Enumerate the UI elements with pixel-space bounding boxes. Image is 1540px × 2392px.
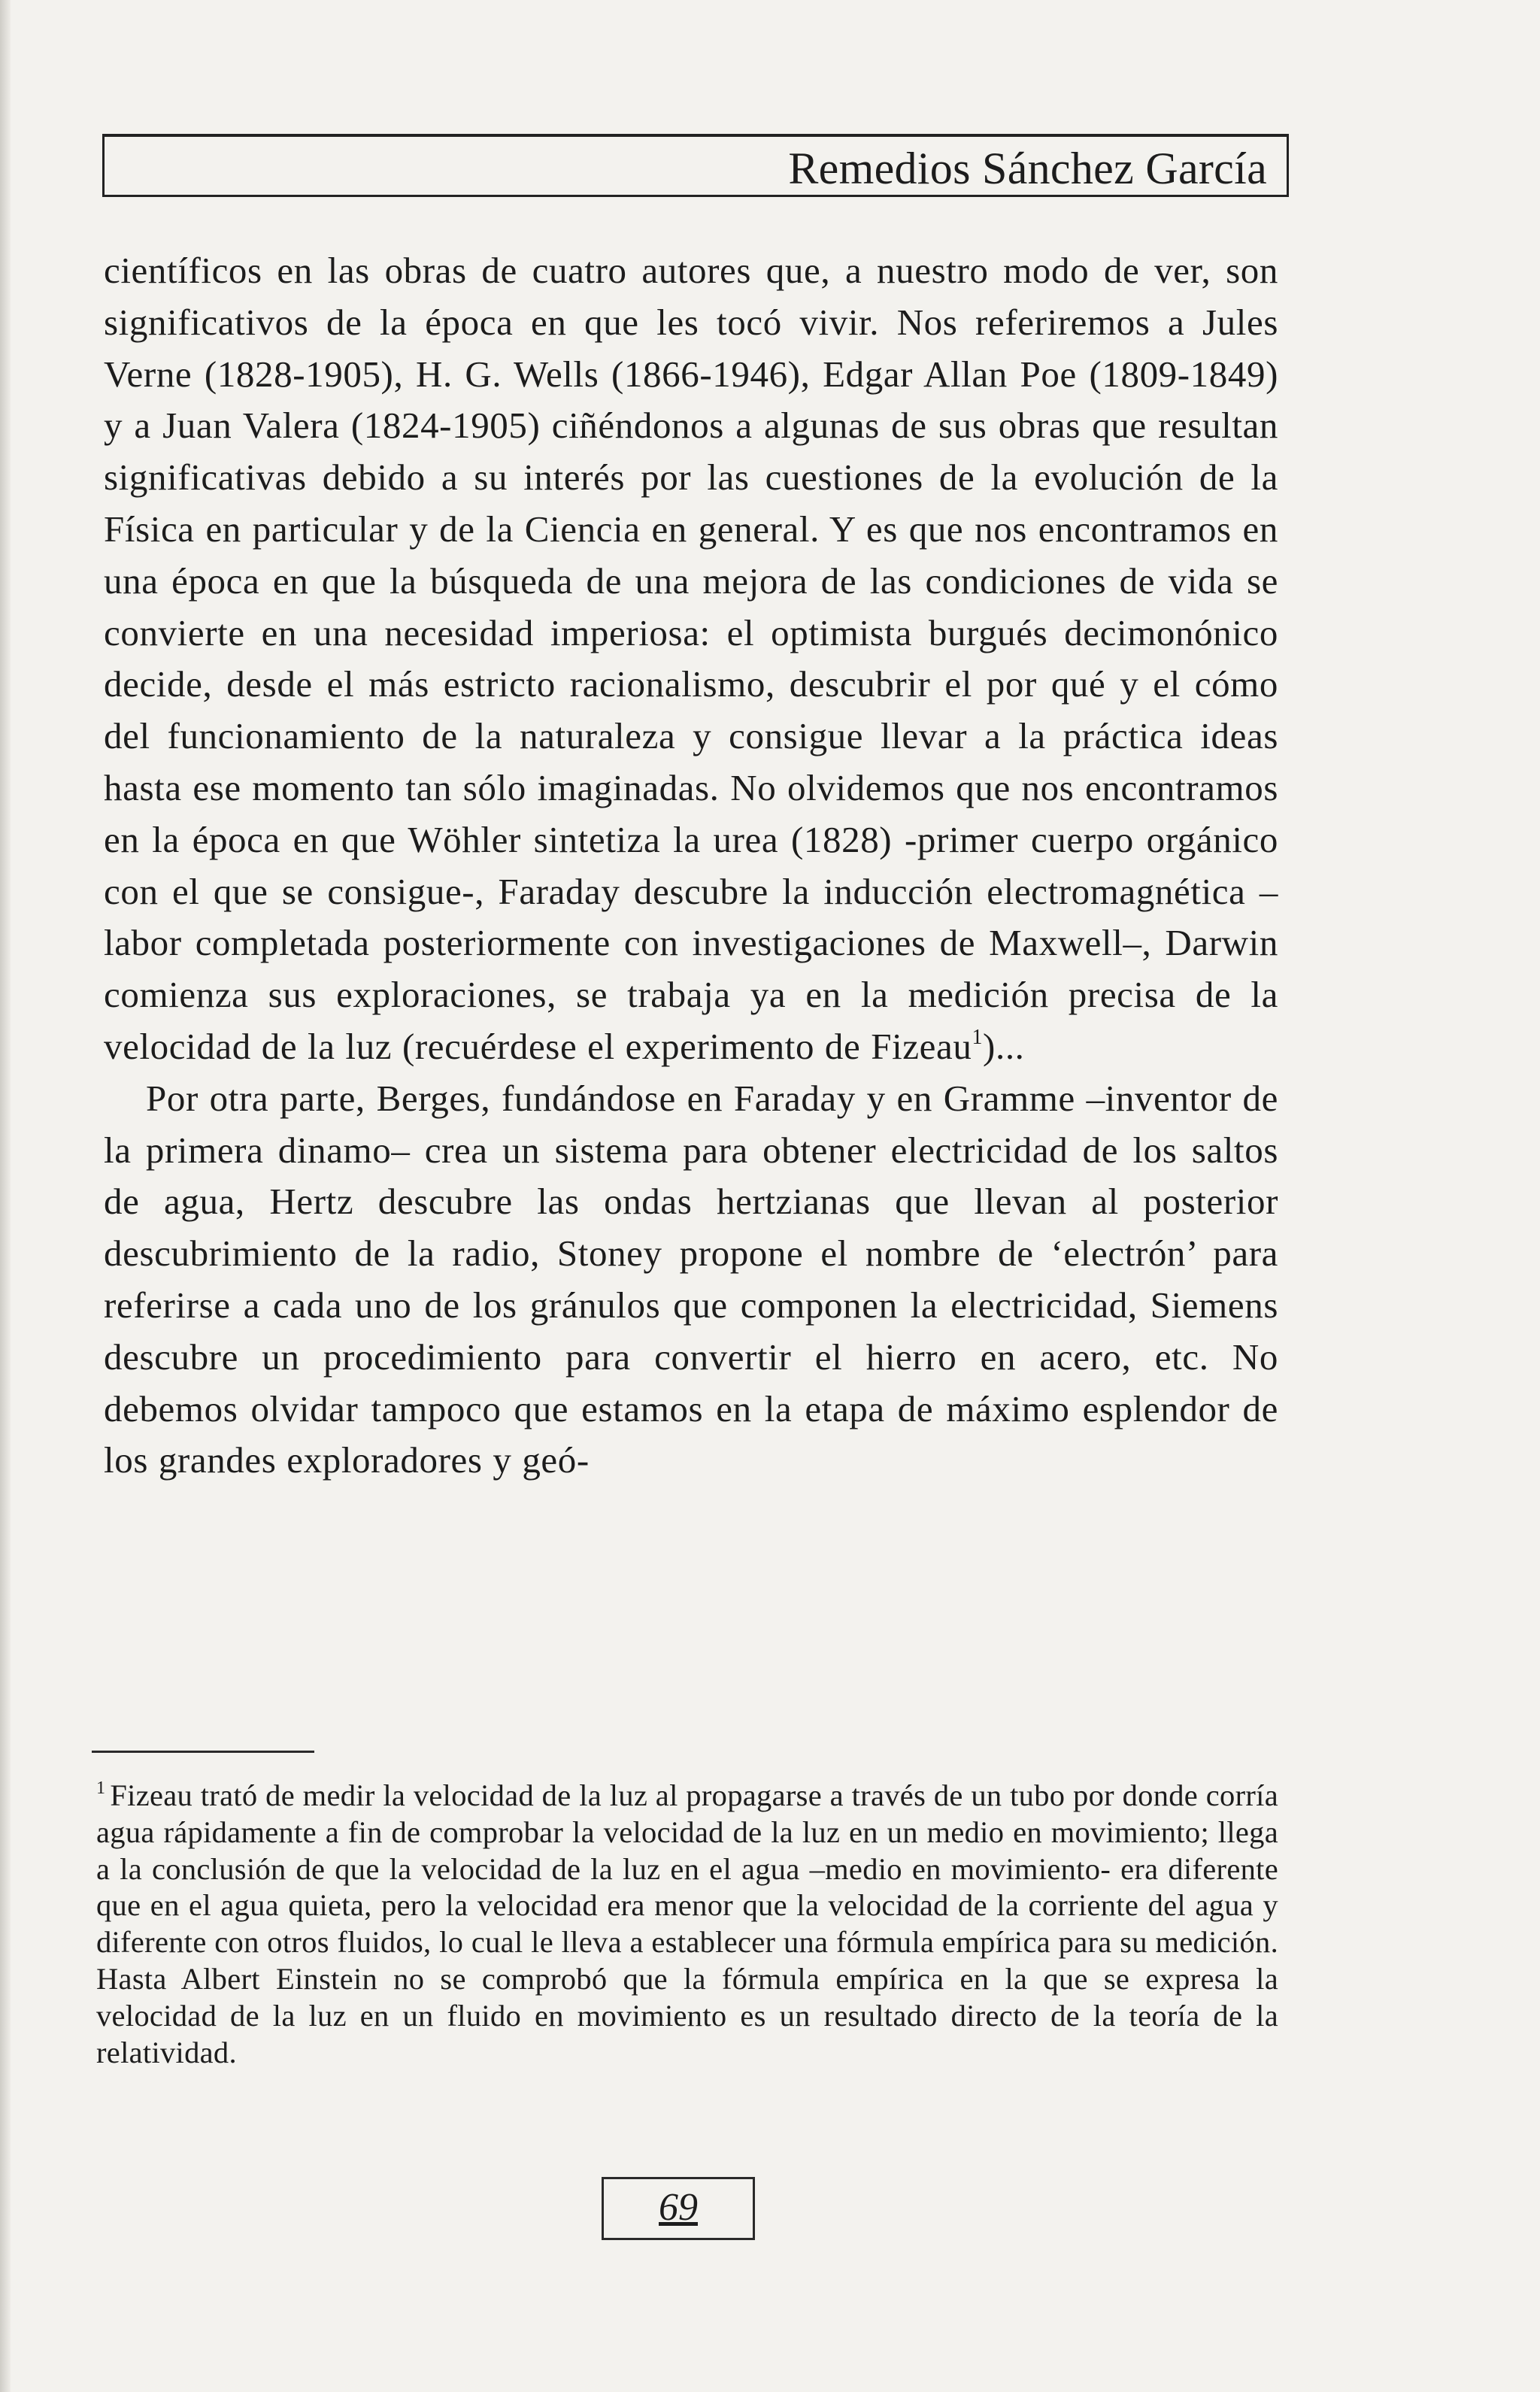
page-number: 69	[659, 2186, 698, 2229]
paragraph-2: Por otra parte, Berges, fundándose en Faraday y en Gramme –inventor de la primera dinamo– crea un sistema para obtener electricidad de los saltos de agua, Hertz descubre las ondas hertzianas que llevan al posterior descubrimiento de la radio, Stoney propone el nombre de ‘electrón’ para referirse a cada uno de los gránulos que componen la electricidad, Siemens descubre un procedimiento para convertir el hierro en acero, etc. No debemos olvidar tampoco que estamos en la etapa de máximo esplendor de los grandes exploradores y geó-	[104, 1077, 1278, 1481]
body-text	[104, 245, 1278, 1487]
footnote-marker: 1	[96, 1778, 106, 1798]
paragraph-1-text: científicos en las obras de cuatro autores que, a nuestro modo de ver, son significativos de la época en que les tocó vivir. Nos referiremos a Jules Verne (1828-1905), H. G. Wells (1866-1946), Edgar Allan Poe (1809-1849) y a Juan Valera (1824-1905) ciñéndonos a algunas de sus obras que resultan significativas debido a su interés por las cuestiones de la evolución de la Física en particular y de la Ciencia en general. Y es que nos encontramos en una época en que la búsqueda de una mejora de las condiciones de vida se convierte en una necesidad imperiosa: el optimista burgués decimonónico decide, desde el más estricto racionalismo, descubrir el por qué y el cómo del funcionamiento de la naturaleza y consigue llevar a la práctica ideas hasta ese momento tan sólo imaginadas. No olvidemos que nos encontramos en la época en que Wöhler sintetiza la urea (1828) -primer cuerpo orgánico con el que se consigue-, Faraday descubre la inducción electromagnética –labor completada posteriormente con investigaciones de Maxwell–, Darwin comienza sus exploraciones, se trabaja ya en la medición precisa de la velocidad de la luz (recuérdese el experimento de Fizeau	[104, 250, 1278, 1067]
running-header-author: Remedios Sánchez García	[788, 144, 1267, 193]
page-number-box	[602, 2177, 755, 2240]
footnote-rule	[92, 1751, 314, 1753]
footnote	[96, 1778, 1278, 2071]
footnote-text: Fizeau trató de medir la velocidad de la luz al propagarse a través de un tubo por donde corría agua rápidamente a fin de comprobar la velocidad de la luz en un medio en movimiento; llega a la conclusión de que la velocidad de la luz en el agua –medio en movimiento- era diferente que en el agua quieta, pero la velocidad era menor que la velocidad de la corriente del agua y diferente con otros fluidos, lo cual le lleva a establecer una fórmula empírica para su medición. Hasta Albert Einstein no se comprobó que la fórmula empírica en la que se expresa la velocidad de la luz en un fluido en movimiento es un resultado directo de la teoría de la relatividad.	[96, 1778, 1278, 2069]
footnote-reference: 1	[972, 1025, 984, 1049]
running-header	[102, 134, 1289, 197]
paragraph-1	[104, 245, 1278, 1073]
paragraph-1-tail: )...	[983, 1025, 1025, 1067]
page-edge-shadow	[0, 0, 11, 2392]
